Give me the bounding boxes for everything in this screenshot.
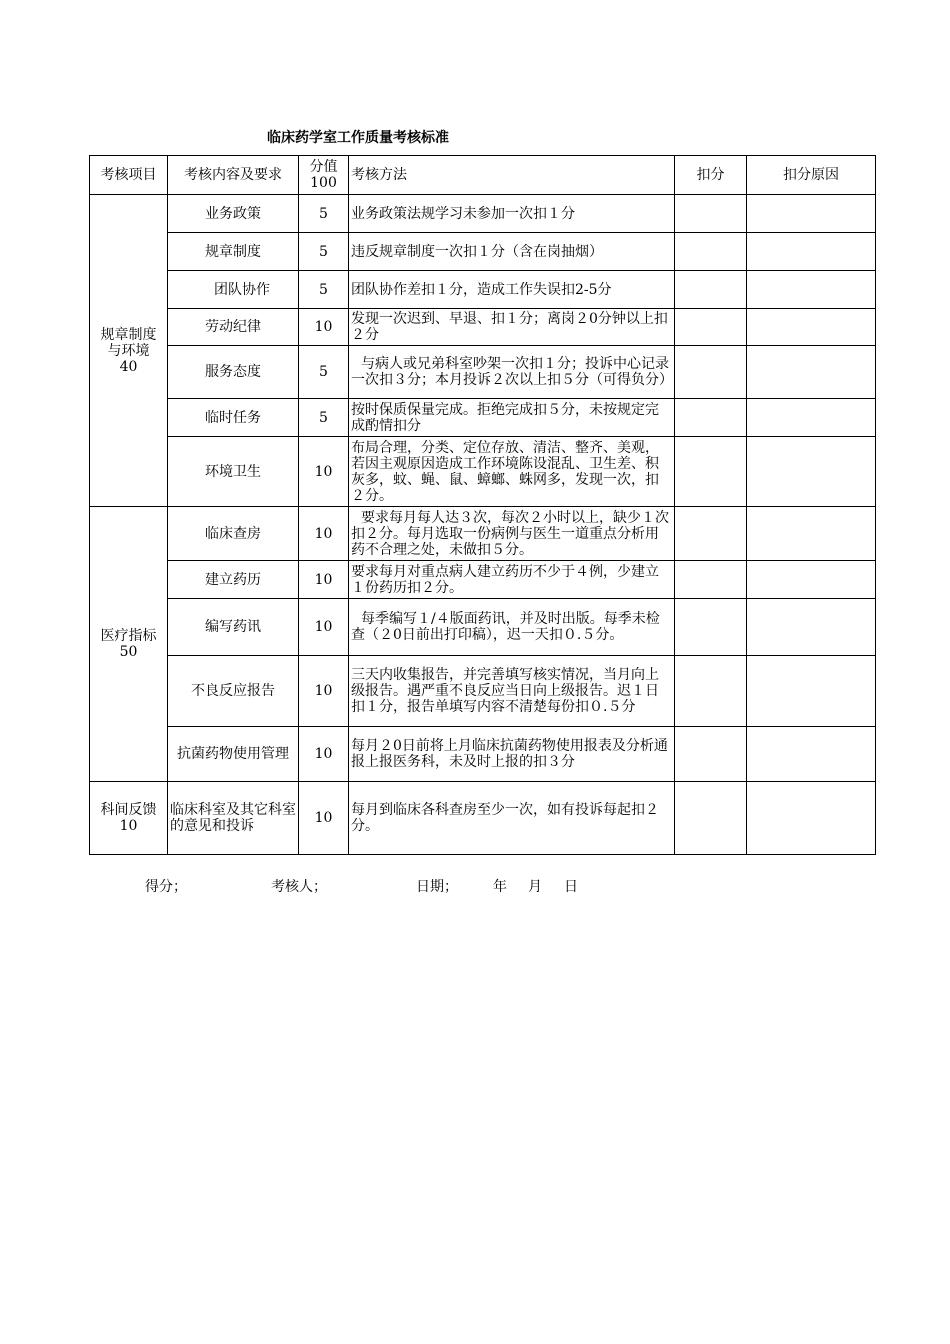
deduct-cell	[675, 561, 747, 599]
table-row	[90, 656, 876, 727]
deduct-cell	[675, 309, 747, 346]
reason-cell	[747, 599, 876, 656]
month-label: 月	[528, 879, 542, 895]
score-cell: 10	[299, 599, 349, 656]
content-cell: 临时任务	[168, 399, 299, 437]
content-cell: 业务政策	[168, 195, 299, 233]
reason-cell	[747, 346, 876, 399]
content-cell: 团队协作	[168, 271, 299, 309]
score-cell: 10	[299, 727, 349, 782]
score-cell: 5	[299, 346, 349, 399]
table-row	[90, 437, 876, 507]
score-cell: 10	[299, 309, 349, 346]
table-row	[90, 399, 876, 437]
method-cell: 三天内收集报告，并完善填写核实情况，当月向上级报告。遇严重不良反应当日向上级报告。迟１日扣１分，报告单填写内容不清楚每份扣０.５分	[349, 656, 675, 727]
header-row	[90, 156, 876, 195]
group-label: 规章制度 与环境 40	[90, 195, 168, 507]
table-row	[90, 195, 876, 233]
method-cell: 每季编写１/４版面药讯，并及时出版。每季未检查（２0日前出打印稿），迟一天扣０.５分。	[349, 599, 675, 656]
table-row	[90, 346, 876, 399]
year-label: 年	[493, 879, 507, 895]
table-row	[90, 561, 876, 599]
date-label: 日期；	[416, 879, 458, 895]
score-cell: 5	[299, 233, 349, 271]
method-cell: 每月到临床各科查房至少一次，如有投诉每起扣２分。	[349, 782, 675, 855]
content-cell: 临床科室及其它科室的意见和投诉	[168, 782, 299, 855]
content-cell: 建立药历	[168, 561, 299, 599]
reason-cell	[747, 309, 876, 346]
score-cell: 10	[299, 656, 349, 727]
table-row	[90, 727, 876, 782]
content-cell: 服务态度	[168, 346, 299, 399]
method-cell: 团队协作差扣１分，造成工作失误扣2-5分	[349, 271, 675, 309]
method-cell: 要求每月每人达３次，每次２小时以上，缺少１次扣２分。每月选取一份病例与医生一道重点分析用药不合理之处，未做扣５分。	[349, 507, 675, 561]
table-row	[90, 507, 876, 561]
table-row	[90, 782, 876, 855]
score-cell: 10	[299, 782, 349, 855]
deduct-cell	[675, 195, 747, 233]
score-cell: 5	[299, 195, 349, 233]
method-cell: 按时保质保量完成。拒绝完成扣５分，未按规定完成酌情扣分	[349, 399, 675, 437]
header-deduct: 扣分	[675, 156, 747, 195]
page-title: 临床药学室工作质量考核标准	[267, 130, 449, 146]
assessment-table	[89, 155, 876, 855]
deduct-cell	[675, 599, 747, 656]
method-cell: 每月２0日前将上月临床抗菌药物使用报表及分析通报上报医务科，未及时上报的扣３分	[349, 727, 675, 782]
reason-cell	[747, 727, 876, 782]
deduct-cell	[675, 399, 747, 437]
content-cell: 编写药讯	[168, 599, 299, 656]
method-cell: 与病人或兄弟科室吵架一次扣１分；投诉中心记录一次扣３分；本月投诉２次以上扣５分（可得负分）	[349, 346, 675, 399]
method-cell: 违反规章制度一次扣１分（含在岗抽烟）	[349, 233, 675, 271]
assessor-label: 考核人；	[271, 879, 327, 895]
reason-cell	[747, 399, 876, 437]
deduct-cell	[675, 233, 747, 271]
header-method: 考核方法	[349, 156, 675, 195]
score-cell: 5	[299, 399, 349, 437]
content-cell: 不良反应报告	[168, 656, 299, 727]
content-cell: 环境卫生	[168, 437, 299, 507]
reason-cell	[747, 507, 876, 561]
table-row	[90, 233, 876, 271]
content-cell: 劳动纪律	[168, 309, 299, 346]
table-row	[90, 309, 876, 346]
score-cell: 5	[299, 271, 349, 309]
content-cell: 抗菌药物使用管理	[168, 727, 299, 782]
reason-cell	[747, 271, 876, 309]
deduct-cell	[675, 656, 747, 727]
group-label: 科间反馈 10	[90, 782, 168, 855]
method-cell: 要求每月对重点病人建立药历不少于４例，少建立１份药历扣２分。	[349, 561, 675, 599]
content-cell: 临床查房	[168, 507, 299, 561]
deduct-cell	[675, 782, 747, 855]
score-label: 得分；	[145, 879, 187, 895]
reason-cell	[747, 233, 876, 271]
reason-cell	[747, 437, 876, 507]
content-cell: 规章制度	[168, 233, 299, 271]
deduct-cell	[675, 727, 747, 782]
method-cell: 发现一次迟到、早退、扣１分；离岗２0分钟以上扣２分	[349, 309, 675, 346]
score-cell: 10	[299, 437, 349, 507]
deduct-cell	[675, 271, 747, 309]
deduct-cell	[675, 437, 747, 507]
method-cell: 业务政策法规学习未参加一次扣１分	[349, 195, 675, 233]
score-cell: 10	[299, 507, 349, 561]
reason-cell	[747, 782, 876, 855]
reason-cell	[747, 195, 876, 233]
header-content: 考核内容及要求	[168, 156, 299, 195]
day-label: 日	[564, 879, 578, 895]
reason-cell	[747, 561, 876, 599]
header-reason: 扣分原因	[747, 156, 876, 195]
method-cell: 布局合理，分类、定位存放、清洁、整齐、美观，若因主观原因造成工作环境陈设混乱、卫生差、积灰多，蚊、蝇、鼠、蟑螂、蛛网多，发现一次，扣２分。	[349, 437, 675, 507]
score-cell: 10	[299, 561, 349, 599]
deduct-cell	[675, 507, 747, 561]
group-label: 医疗指标 50	[90, 507, 168, 782]
header-score: 分值 100	[299, 156, 349, 195]
header-item: 考核项目	[90, 156, 168, 195]
table-row	[90, 271, 876, 309]
deduct-cell	[675, 346, 747, 399]
reason-cell	[747, 656, 876, 727]
table-row	[90, 599, 876, 656]
